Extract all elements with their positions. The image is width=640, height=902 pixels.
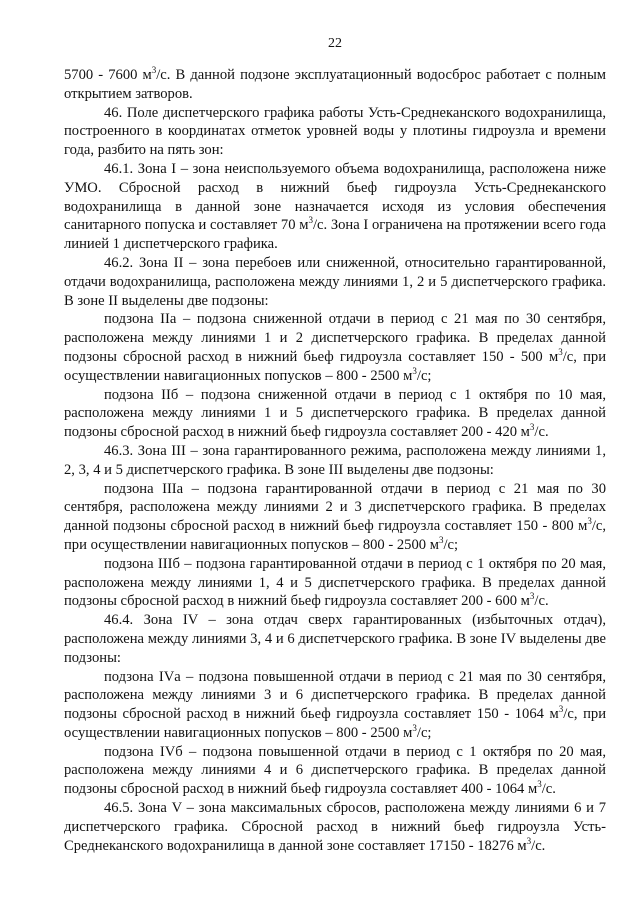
paragraph: подзона IVб – подзона повышенной отдачи в период с 1 октября по 20 мая, расположена между линиями 4 и 6 диспетчерского графика. В пределах данной подзоны сбросной расход в нижний бьеф гидроузла составляет 400 - 1064 $м^3/с$. xyxy=(64,743,606,798)
paragraph: подзона IIб – подзона сниженной отдачи в период с 1 октября по 10 мая, расположена между линиями 1 и 5 диспетчерского графика. В пределах данной подзоны сбросной расход в нижний бьеф гидроузла составляет 200 - 420 $м^3/с$. xyxy=(64,386,606,441)
paragraph: подзона IIа – подзона сниженной отдачи в период с 21 мая по 30 сентября, расположена между линиями 1 и 2 диспетчерского графика. В пределах данной подзоны сбросной расход в нижний бьеф гидроузла составляет 150 - 500 $м^3/с$, при осуществлении навигационных попусков – 800 - 2500 $м^3/с$; xyxy=(64,311,607,384)
paragraph: 46.1. Зона I – зона неиспользуемого объема водохранилища, расположена ниже УМО. Сбросной расход в нижний бьеф гидроузла Усть-Среднеканского водохранилища в данной зоне назначается исходя из условия обеспечения санитарного попуска и составляет 70 $м^3/с$. Зона I ограничена на протяжении всего года линией 1 диспетчерского графика. xyxy=(64,160,606,253)
paragraph: 46.4. Зона IV – зона отдач сверх гарантированных (избыточных отдач), расположена между линиями 3, 4 и 6 диспетчерского графика. В зоне IV выделены две подзоны: xyxy=(64,612,606,666)
document-body xyxy=(64,66,606,855)
paragraph: 46.2. Зона II – зона перебоев или сниженной, относительно гарантированной, отдачи водохранилища, расположена между линиями 1, 2 и 5 диспетчерского графика. В зоне II выделены две подзоны: xyxy=(64,254,606,309)
paragraph: 46.3. Зона III – зона гарантированного режима, расположена между линиями 1, 2, 3, 4 и 5 диспетчерского графика. В зоне III выделены две подзоны: xyxy=(64,442,606,478)
paragraph: подзона IIIб – подзона гарантированной отдачи в период с 1 октября по 20 мая, расположена между линиями 1, 4 и 5 диспетчерского графика. В пределах данной подзоны сбросной расход в нижний бьеф гидроузла составляет 200 - 600 $м^3/с$. xyxy=(64,555,606,610)
paragraph: 46.5. Зона V – зона максимальных сбросов, расположена между линиями 6 и 7 диспетчерского графика. Сбросной расход в нижний бьеф гидроузла Усть-Среднеканского водохранилища в данной зоне составляет 17150 - 18276 $м^3/с$. xyxy=(64,800,606,854)
paragraph: 46. Поле диспетчерского графика работы Усть-Среднеканского водохранилища, построенного в координатах отметок уровней воды у плотины гидроузла и времени года, разбито на пять зон: xyxy=(64,104,606,159)
paragraph: подзона IIIа – подзона гарантированной отдачи в период с 21 мая по 30 сентября, расположена между линиями 2 и 3 диспетчерского графика. В пределах данной подзоны сбросной расход в нижний бьеф гидроузла составляет 150 - 800 $м^3/с$, при осуществлении навигационных попусков – 800 - 2500 $м^3/с$; xyxy=(64,480,606,553)
paragraph: 5700 - 7600 $м^3/с$. В данной подзоне эксплуатационный водосброс работает с полным открытием затворов. xyxy=(64,65,607,102)
page-number: 22 xyxy=(328,36,342,51)
paragraph: подзона IVа – подзона повышенной отдачи в период с 21 мая по 30 сентября, расположена между линиями 3 и 6 диспетчерского графика. В пределах данной подзоны сбросной расход в нижний бьеф гидроузла составляет 150 - 1064 $м^3/с$, при осуществлении навигационных попусков – 800 - 2500 $м^3/с$; xyxy=(64,668,607,741)
